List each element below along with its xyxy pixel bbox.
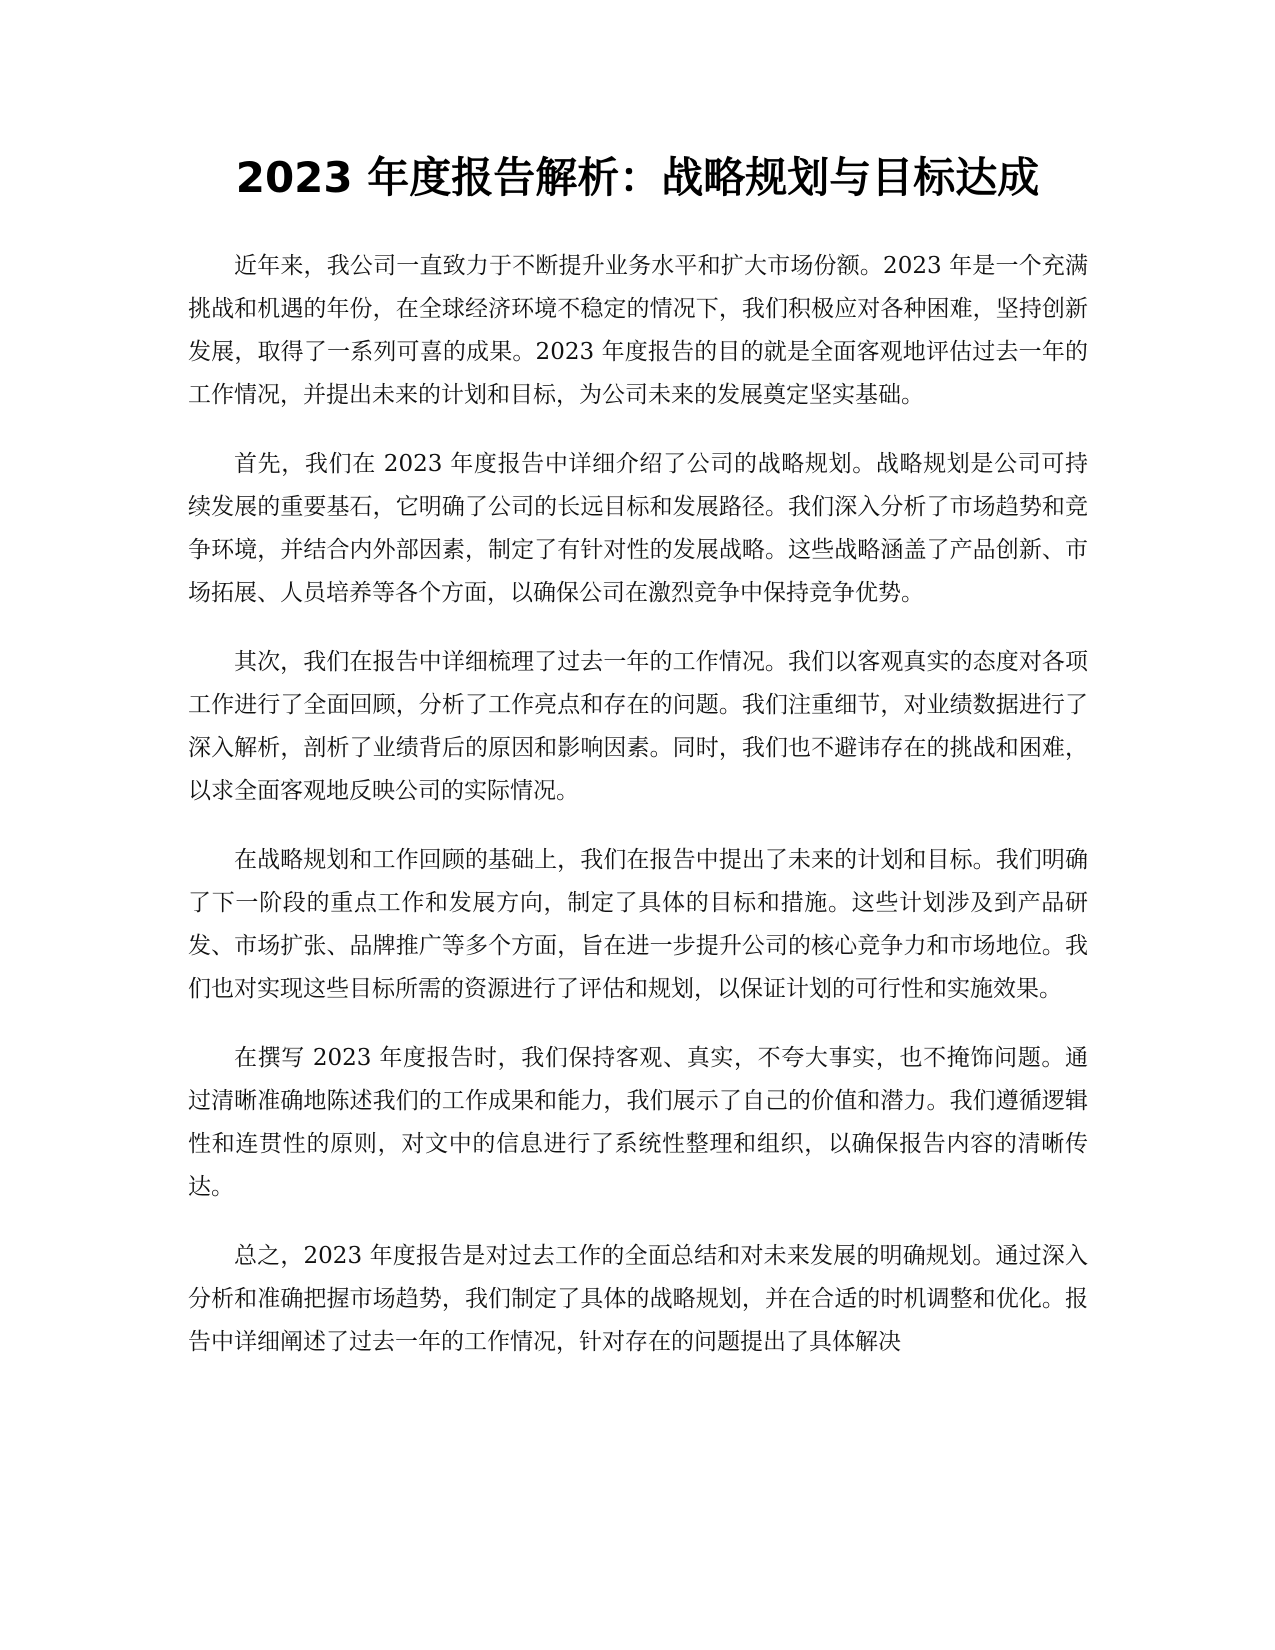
paragraph-4: 在战略规划和工作回顾的基础上，我们在报告中提出了未来的计划和目标。我们明确了下一阶段的重点工作和发展方向，制定了具体的目标和措施。这些计划涉及到产品研发、市场扩张、品牌推广等多个方面，旨在进一步提升公司的核心竞争力和市场地位。我们也对实现这些目标所需的资源进行了评估和规划，以保证计划的可行性和实施效果。	[188, 847, 1088, 1002]
paragraph-2: 首先，我们在 2023 年度报告中详细介绍了公司的战略规划。战略规划是公司可持续发展的重要基石，它明确了公司的长远目标和发展路径。我们深入分析了市场趋势和竞争环境，并结合内外部因素，制定了有针对性的发展战略。这些战略涵盖了产品创新、市场拓展、人员培养等各个方面，以确保公司在激烈竞争中保持竞争优势。	[188, 451, 1088, 606]
document-title: 2023 年度报告解析：战略规划与目标达成	[235, 153, 1040, 202]
paragraph-5: 在撰写 2023 年度报告时，我们保持客观、真实，不夸大事实，也不掩饰问题。通过清晰准确地陈述我们的工作成果和能力，我们展示了自己的价值和潜力。我们遵循逻辑性和连贯性的原则，对文中的信息进行了系统性整理和组织，以确保报告内容的清晰传达。	[188, 1045, 1088, 1200]
paragraph-6: 总之，2023 年度报告是对过去工作的全面总结和对未来发展的明确规划。通过深入分析和准确把握市场趋势，我们制定了具体的战略规划，并在合适的时机调整和优化。报告中详细阐述了过去一年的工作情况，针对存在的问题提出了具体解决	[188, 1243, 1088, 1355]
document-body	[188, 245, 1088, 1390]
paragraph-3: 其次，我们在报告中详细梳理了过去一年的工作情况。我们以客观真实的态度对各项工作进行了全面回顾，分析了工作亮点和存在的问题。我们注重细节，对业绩数据进行了深入解析，剖析了业绩背后的原因和影响因素。同时，我们也不避讳存在的挑战和困难，以求全面客观地反映公司的实际情况。	[188, 649, 1088, 804]
paragraph-1: 近年来，我公司一直致力于不断提升业务水平和扩大市场份额。2023 年是一个充满挑战和机遇的年份，在全球经济环境不稳定的情况下，我们积极应对各种困难，坚持创新发展，取得了一系列可喜的成果。2023 年度报告的目的就是全面客观地评估过去一年的工作情况，并提出未来的计划和目标，为公司未来的发展奠定坚实基础。	[188, 253, 1088, 408]
